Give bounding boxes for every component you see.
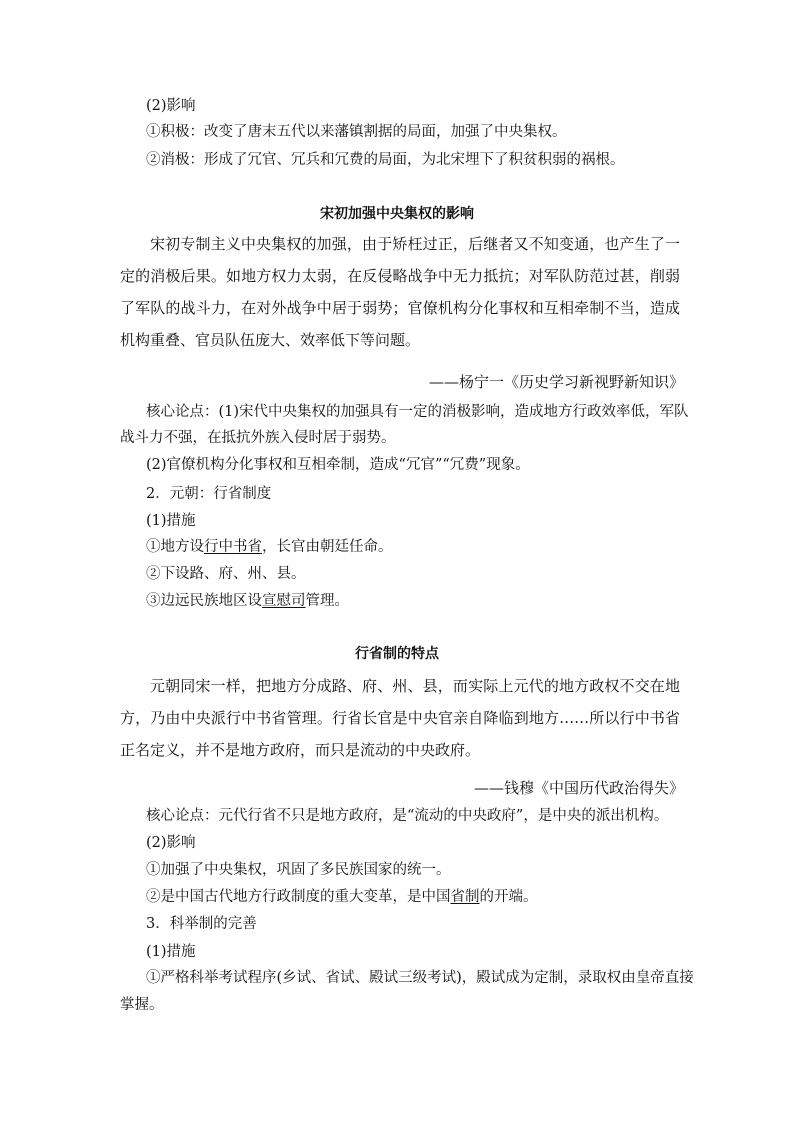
core-argument-line: (2)官僚机构分化事权和互相牵制，造成“冗官”“冗费”现象。 — [146, 457, 530, 473]
measure-item: ①严格科举考试程序(乡试、省试、殿试三级考试)，殿试成为定制，录取权由皇帝直接 — [146, 970, 694, 986]
reading-box-source: ——杨宁一《历史学习新视野新知识》 — [428, 373, 684, 391]
reading-box-source: ——钱穆《中国历代政治得失》 — [473, 779, 684, 797]
measure-item: ①地方设行中书省，长官由朝廷任命。 — [146, 539, 393, 555]
reading-box-title: 宋初加强中央集权的影响 — [320, 206, 474, 222]
core-argument-line: 战斗力不强，在抵抗外族入侵时居于弱势。 — [120, 430, 396, 446]
influence-label: (2)影响 — [146, 98, 196, 114]
influence-item: ①加强了中央集权，巩固了多民族国家的统一。 — [146, 862, 451, 878]
positive-effect: ①积极：改变了唐末五代以来藩镇割据的局面，加强了中央集权。 — [146, 124, 567, 140]
section-heading: 3．科举制的完善 — [146, 916, 257, 932]
reading-box-text: 元朝同宋一样，把地方分成路、府、州、县，而实际上元代的地方政权不交在地方，乃由中央派行中书省管理。行省长官是中央官亲自降临到地方……所以行中书省正名定义，并不是地方政府，而只是流动的中央政府。 — [120, 677, 680, 759]
measure-item: 掌握。 — [120, 997, 164, 1013]
core-argument-line: 核心论点：元代行省不只是地方政府，是“流动的中央政府”，是中央的派出机构。 — [146, 808, 669, 824]
measure-item: ②下设路、府、州、县。 — [146, 566, 306, 582]
core-argument-line: 核心论点：(1)宋代中央集权的加强具有一定的消极影响，造成地方行政效率低，军队 — [146, 404, 689, 420]
measure-item: ③边远民族地区设宣慰司管理。 — [146, 593, 349, 609]
measures-label: (1)措施 — [146, 513, 196, 529]
negative-effect: ②消极：形成了冗官、冗兵和冗费的局面，为北宋埋下了积贫积弱的祸根。 — [146, 152, 625, 168]
influence-label: (2)影响 — [146, 835, 196, 851]
measures-label: (1)措施 — [146, 944, 196, 960]
reading-box-text: 宋初专制主义中央集权的加强，由于矫枉过正，后继者又不知变通，也产生了一定的消极后果。如地方权力太弱，在反侵略战争中无力抵抗；对军队防范过甚，削弱了军队的战斗力，在对外战争中居于弱势；官僚机构分化事权和互相牵制不当，造成机构重叠、官员队伍庞大、效率低下等问题。 — [120, 235, 680, 349]
reading-box-title: 行省制的特点 — [355, 646, 439, 662]
influence-item: ②是中国古代地方行政制度的重大变革，是中国省制的开端。 — [146, 889, 538, 905]
section-heading: 2．元朝：行省制度 — [146, 486, 272, 502]
